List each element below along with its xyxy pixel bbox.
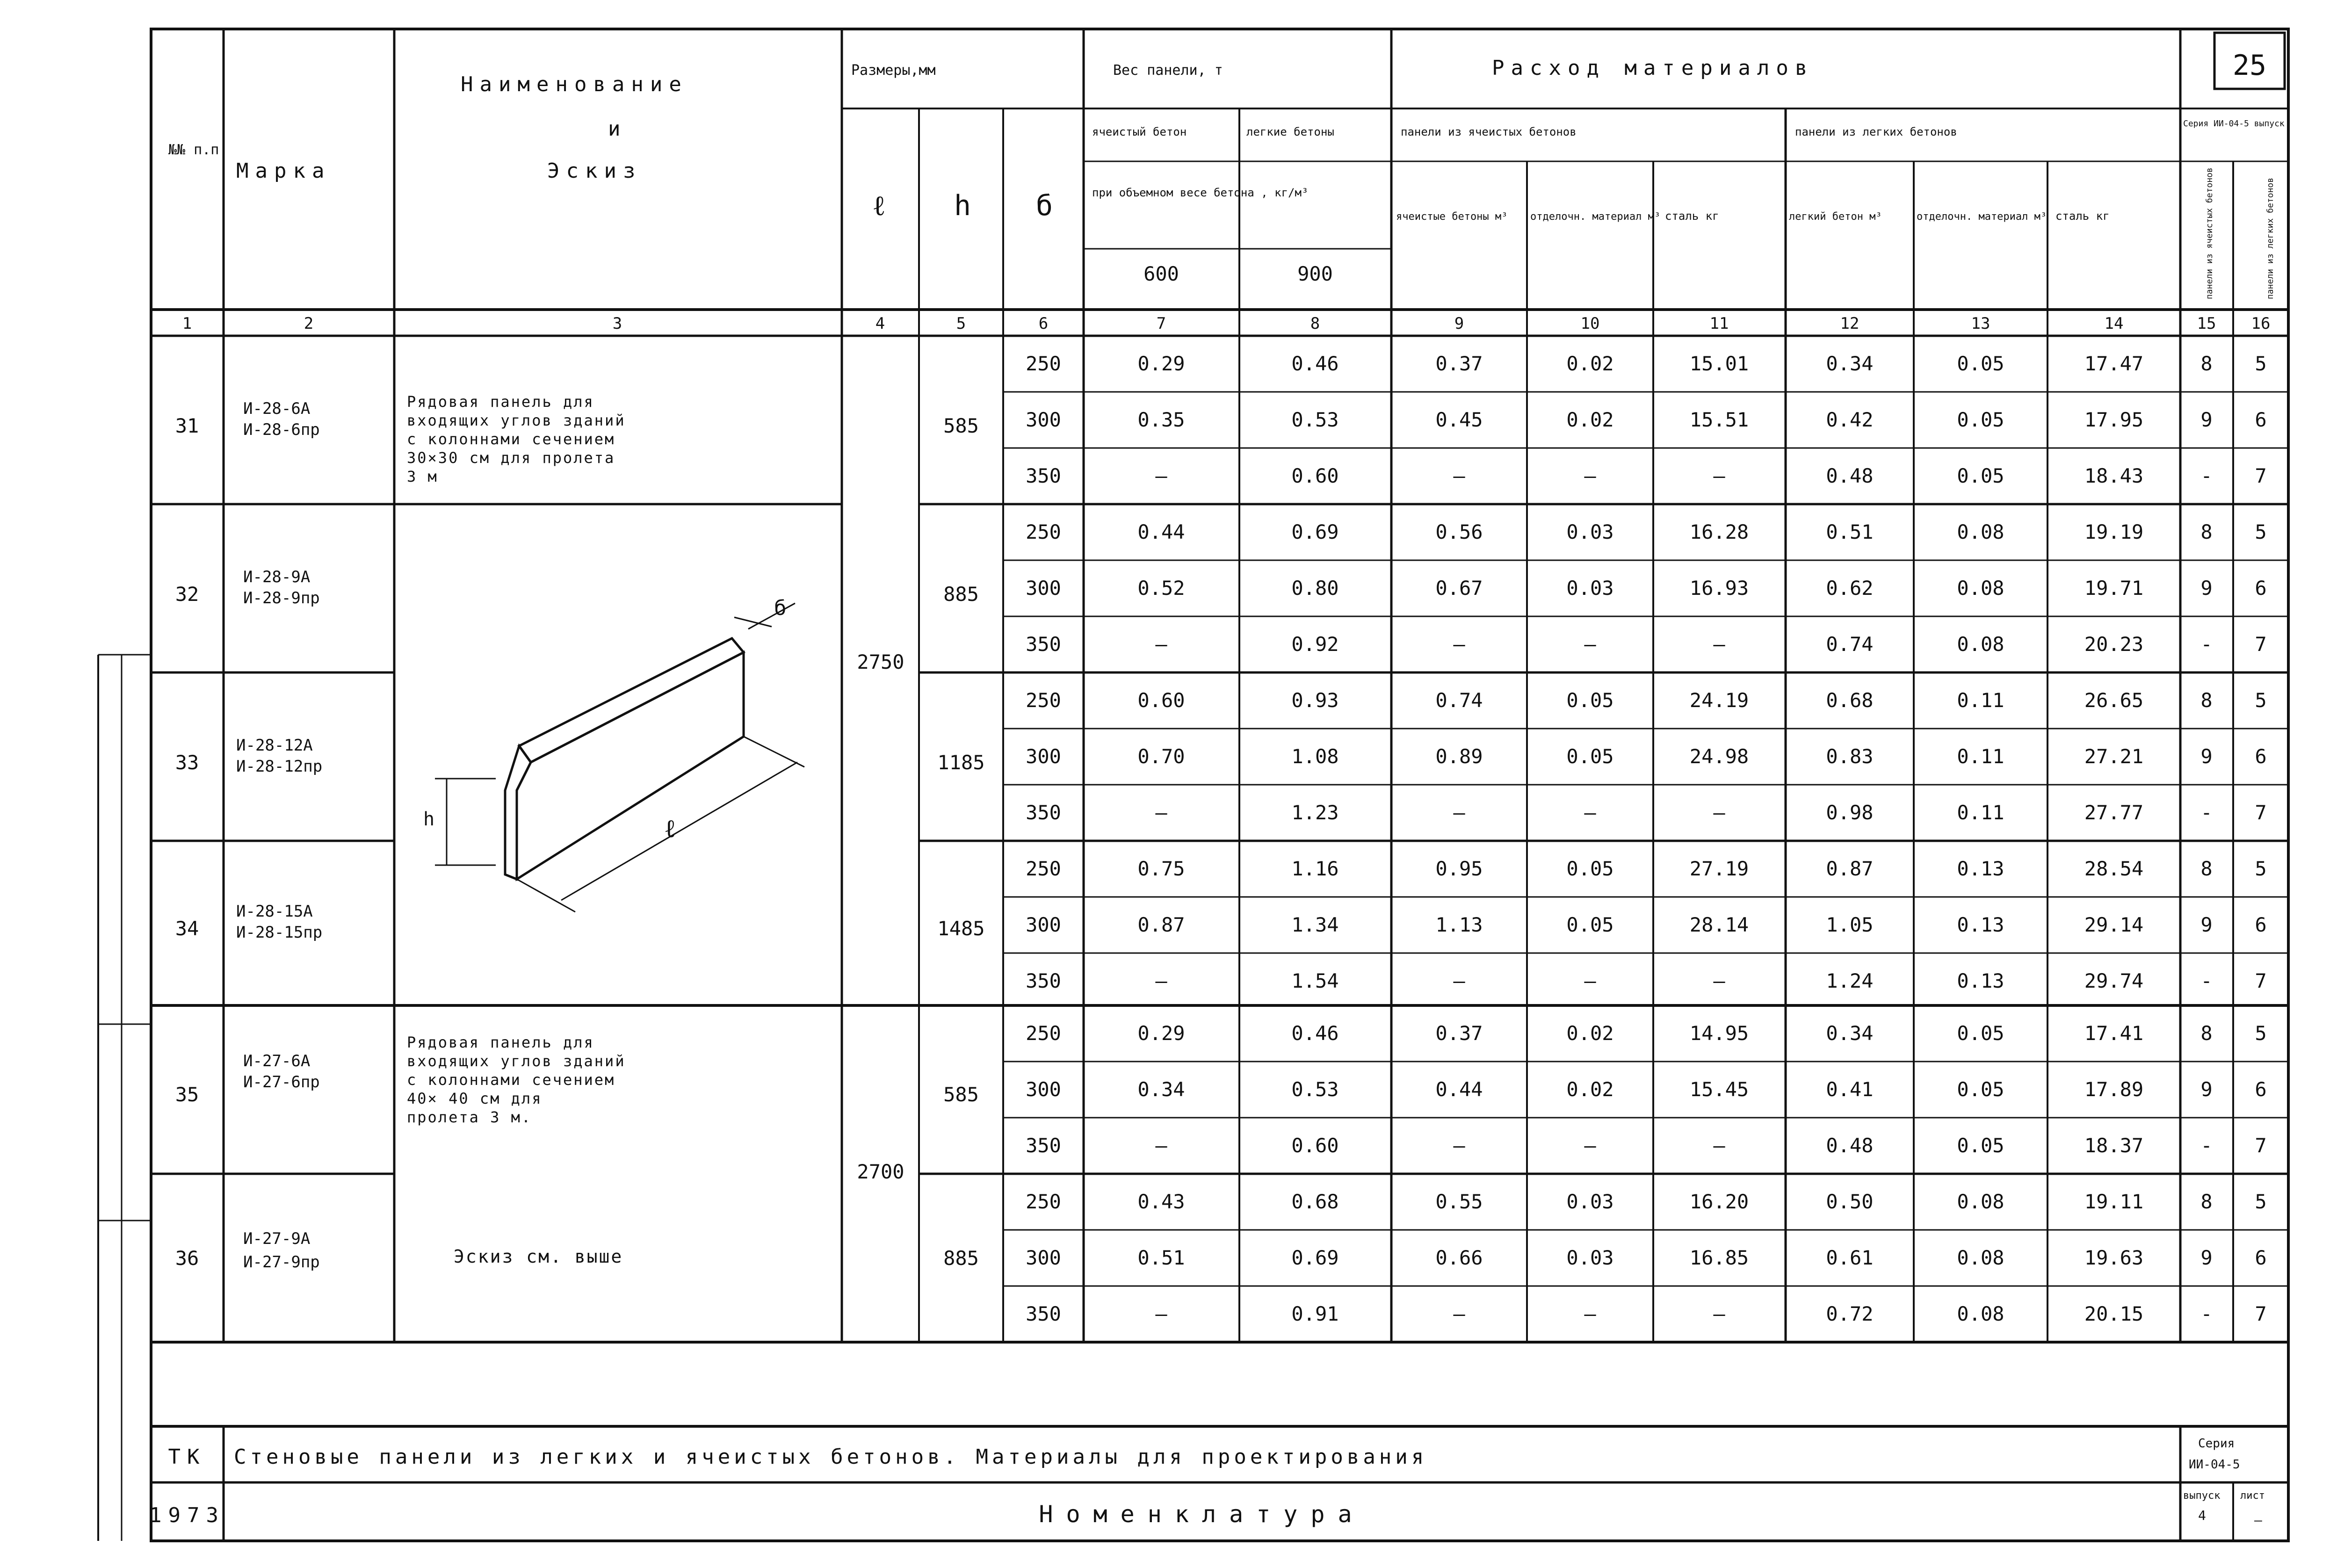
cell-c9: — bbox=[1453, 969, 1465, 992]
column-number: 4 bbox=[875, 314, 885, 333]
cell-c11: 27.19 bbox=[1689, 857, 1749, 880]
column-number: 11 bbox=[1709, 314, 1729, 333]
cell-c14: 19.19 bbox=[2084, 520, 2144, 543]
desc-1-line-5: 3 м bbox=[407, 468, 438, 485]
header-mat-c13: отделочн. материал м³ bbox=[1917, 211, 2047, 223]
footer-subtitle: Номенклатура bbox=[1039, 1501, 1365, 1528]
column-number: 8 bbox=[1310, 314, 1320, 333]
cell-c15: 9 bbox=[2200, 408, 2213, 431]
header-col-mark: Марка bbox=[236, 159, 331, 183]
cell-c14: 17.95 bbox=[2084, 408, 2144, 431]
group-mark-31-b: И-28-6пр bbox=[243, 420, 320, 439]
group-mark-35-b: И-27-6пр bbox=[243, 1073, 320, 1091]
cell-c14: 18.43 bbox=[2084, 464, 2144, 487]
cell-c8: 0.53 bbox=[1291, 1078, 1339, 1101]
column-number: 3 bbox=[612, 314, 622, 333]
header-col-weight: Вес панели, т bbox=[1113, 62, 1223, 79]
cell-c14: 17.47 bbox=[2084, 352, 2144, 375]
cell-c12: 0.61 bbox=[1826, 1246, 1874, 1269]
cell-c11: 16.93 bbox=[1689, 577, 1749, 600]
cell-b: 300 bbox=[1026, 1246, 1061, 1269]
header-dim-b: б bbox=[1036, 189, 1053, 222]
header-col-no: №№ п.п. bbox=[168, 142, 228, 158]
cell-c13: 0.13 bbox=[1957, 857, 2004, 880]
cell-c9: — bbox=[1453, 464, 1465, 487]
sketch-label-l: ℓ bbox=[664, 814, 676, 843]
panel-sketch bbox=[435, 603, 804, 912]
desc-2-line-2: входящих углов зданий bbox=[407, 1052, 626, 1070]
cell-c7: 0.44 bbox=[1137, 520, 1185, 543]
cell-c9: — bbox=[1453, 633, 1465, 656]
cell-c7: 0.51 bbox=[1137, 1246, 1185, 1269]
cell-c11: 16.28 bbox=[1689, 520, 1749, 543]
column-number: 12 bbox=[1840, 314, 1859, 333]
column-number: 13 bbox=[1971, 314, 1990, 333]
cell-c15: 9 bbox=[2200, 577, 2213, 600]
cell-c14: 28.54 bbox=[2084, 857, 2144, 880]
column-number: 9 bbox=[1454, 314, 1464, 333]
cell-c8: 0.93 bbox=[1291, 689, 1339, 712]
cell-b: 300 bbox=[1026, 577, 1061, 600]
cell-c7: 0.29 bbox=[1137, 1022, 1185, 1045]
header-mat-c11: сталь кг bbox=[1665, 210, 1719, 223]
cell-c9: 0.37 bbox=[1435, 1022, 1483, 1045]
sketch-label-b: б bbox=[774, 596, 787, 620]
cell-b: 250 bbox=[1026, 520, 1061, 543]
group-mark-34-b: И-28-15пр bbox=[236, 923, 323, 942]
cell-c13: 0.11 bbox=[1957, 745, 2004, 768]
header-c16-label: панели из легких бетонов bbox=[2265, 177, 2275, 299]
cell-c13: 0.08 bbox=[1957, 520, 2004, 543]
cell-c10: 0.05 bbox=[1566, 913, 1614, 936]
cell-c16: 5 bbox=[2255, 352, 2267, 375]
cell-b: 350 bbox=[1026, 1302, 1061, 1325]
cell-c10: 0.02 bbox=[1566, 408, 1614, 431]
cell-c16: 7 bbox=[2255, 633, 2267, 656]
group-mark-32-a: И-28-9А bbox=[243, 568, 311, 586]
group-no-33: 33 bbox=[175, 751, 199, 774]
group-mark-33-b: И-28-12пр bbox=[236, 757, 323, 776]
column-number: 6 bbox=[1038, 314, 1049, 333]
footer-code: ТК bbox=[168, 1445, 206, 1469]
cell-c8: 1.16 bbox=[1291, 857, 1339, 880]
cell-c7: — bbox=[1155, 1134, 1167, 1157]
header-c15-label: панели из ячеистых бетонов bbox=[2205, 167, 2214, 299]
group-mark-36-a: И-27-9А bbox=[243, 1229, 311, 1248]
group-h-34: 1485 bbox=[937, 917, 985, 940]
cell-c13: 0.13 bbox=[1957, 969, 2004, 992]
cell-b: 300 bbox=[1026, 408, 1061, 431]
group-mark-36-b: И-27-9пр bbox=[243, 1253, 320, 1272]
cell-c11: 16.20 bbox=[1689, 1190, 1749, 1213]
cell-c15: 8 bbox=[2200, 689, 2213, 712]
cell-c9: 0.74 bbox=[1435, 689, 1483, 712]
cell-c13: 0.05 bbox=[1957, 1078, 2004, 1101]
cell-c15: 8 bbox=[2200, 1022, 2213, 1045]
cell-c7: — bbox=[1155, 1302, 1167, 1325]
group-no-35: 35 bbox=[175, 1083, 199, 1106]
cell-c16: 6 bbox=[2255, 408, 2267, 431]
group-h-35: 585 bbox=[943, 1083, 979, 1106]
cell-b: 300 bbox=[1026, 913, 1061, 936]
cell-c9: 0.44 bbox=[1435, 1078, 1483, 1101]
cell-c10: 0.03 bbox=[1566, 520, 1614, 543]
cell-c13: 0.05 bbox=[1957, 352, 2004, 375]
group-no-31: 31 bbox=[175, 414, 199, 437]
cell-c9: 0.66 bbox=[1435, 1246, 1483, 1269]
desc-2-line-5: пролета 3 м. bbox=[407, 1108, 532, 1126]
group-mark-35-a: И-27-6А bbox=[243, 1052, 311, 1070]
desc-1-line-3: с колоннами сечением bbox=[407, 430, 615, 448]
desc-1-line-4: 30×30 см для пролета bbox=[407, 449, 615, 467]
cell-c15: 9 bbox=[2200, 1246, 2213, 1269]
sketch-label-h: h bbox=[423, 809, 435, 830]
header-weight-cell: ячеистый бетон bbox=[1092, 125, 1187, 138]
desc-2-line-4: 40× 40 см для bbox=[407, 1090, 543, 1107]
footer-title: Стеновые панели из легких и ячеистых бетонов. Материалы для проектирования bbox=[234, 1445, 1428, 1469]
cell-c10: 0.03 bbox=[1566, 577, 1614, 600]
header-mat-c9: ячеистые бетоны м³ bbox=[1396, 211, 1508, 223]
header-density-2: 900 bbox=[1297, 262, 1333, 285]
cell-c14: 29.74 bbox=[2084, 969, 2144, 992]
cell-c12: 1.24 bbox=[1826, 969, 1874, 992]
cell-c11: — bbox=[1713, 1134, 1725, 1157]
header-mat-c12: легкий бетон м³ bbox=[1789, 211, 1882, 223]
cell-c8: 0.53 bbox=[1291, 408, 1339, 431]
cell-c8: 1.08 bbox=[1291, 745, 1339, 768]
cell-c10: 0.05 bbox=[1566, 689, 1614, 712]
cell-c8: 0.60 bbox=[1291, 1134, 1339, 1157]
header-mat-light-group: панели из легких бетонов bbox=[1795, 125, 1957, 138]
cell-c11: 15.51 bbox=[1689, 408, 1749, 431]
cell-c12: 0.50 bbox=[1826, 1190, 1874, 1213]
column-number: 1 bbox=[182, 314, 192, 333]
cell-c12: 0.87 bbox=[1826, 857, 1874, 880]
cell-c12: 0.98 bbox=[1826, 801, 1874, 824]
header-density-1: 600 bbox=[1143, 262, 1179, 285]
cell-b: 250 bbox=[1026, 689, 1061, 712]
cell-c15: - bbox=[2200, 464, 2213, 487]
cell-c8: 0.60 bbox=[1291, 464, 1339, 487]
cell-c10: 0.02 bbox=[1566, 1022, 1614, 1045]
desc-1-line-1: Рядовая панель для bbox=[407, 393, 594, 411]
cell-c9: 0.95 bbox=[1435, 857, 1483, 880]
column-number: 7 bbox=[1156, 314, 1166, 333]
cell-c10: 0.05 bbox=[1566, 857, 1614, 880]
cell-c16: 7 bbox=[2255, 1302, 2267, 1325]
group-h-32: 885 bbox=[943, 583, 979, 606]
footer-issue-label: выпуск bbox=[2183, 1490, 2221, 1502]
cell-c8: 0.69 bbox=[1291, 1246, 1339, 1269]
cell-c8: 0.46 bbox=[1291, 1022, 1339, 1045]
cell-c11: 28.14 bbox=[1689, 913, 1749, 936]
cell-c15: 8 bbox=[2200, 352, 2213, 375]
cell-c14: 26.65 bbox=[2084, 689, 2144, 712]
cell-c13: 0.08 bbox=[1957, 577, 2004, 600]
cell-c12: 0.74 bbox=[1826, 633, 1874, 656]
group-h-36: 885 bbox=[943, 1247, 979, 1270]
cell-c15: - bbox=[2200, 633, 2213, 656]
footer-series-label: Серия bbox=[2198, 1437, 2235, 1451]
cell-c14: 18.37 bbox=[2084, 1134, 2144, 1157]
cell-c16: 6 bbox=[2255, 913, 2267, 936]
cell-c13: 0.08 bbox=[1957, 633, 2004, 656]
desc-1-line-2: входящих углов зданий bbox=[407, 412, 626, 429]
cell-c16: 5 bbox=[2255, 520, 2267, 543]
cell-b: 350 bbox=[1026, 1134, 1061, 1157]
cell-c14: 27.21 bbox=[2084, 745, 2144, 768]
cell-c9: — bbox=[1453, 1134, 1465, 1157]
header-weight-light: легкие бетоны bbox=[1246, 125, 1334, 138]
footer-series-value: ИИ-04-5 bbox=[2189, 1458, 2240, 1472]
column-number: 16 bbox=[2251, 314, 2271, 333]
cell-c7: — bbox=[1155, 969, 1167, 992]
cell-c12: 0.42 bbox=[1826, 408, 1874, 431]
cell-c14: 29.14 bbox=[2084, 913, 2144, 936]
cell-b: 250 bbox=[1026, 857, 1061, 880]
cell-c13: 0.08 bbox=[1957, 1190, 2004, 1213]
cell-c14: 20.15 bbox=[2084, 1302, 2144, 1325]
cell-c15: 9 bbox=[2200, 1078, 2213, 1101]
cell-c12: 0.62 bbox=[1826, 577, 1874, 600]
group-mark-33-a: И-28-12А bbox=[236, 736, 313, 755]
footer-year: 1973 bbox=[149, 1503, 225, 1527]
group-no-36: 36 bbox=[175, 1247, 199, 1270]
cell-c9: 0.45 bbox=[1435, 408, 1483, 431]
cell-b: 250 bbox=[1026, 1022, 1061, 1045]
cell-c8: 0.91 bbox=[1291, 1302, 1339, 1325]
cell-c15: 8 bbox=[2200, 520, 2213, 543]
header-mat-c10: отделочн. материал м³ bbox=[1530, 211, 1661, 223]
cell-c9: 1.13 bbox=[1435, 913, 1483, 936]
cell-c16: 7 bbox=[2255, 464, 2267, 487]
cell-c16: 5 bbox=[2255, 1190, 2267, 1213]
cell-c11: 14.95 bbox=[1689, 1022, 1749, 1045]
cell-c9: 0.89 bbox=[1435, 745, 1483, 768]
cell-b: 250 bbox=[1026, 352, 1061, 375]
group-h-33: 1185 bbox=[937, 751, 985, 774]
column-number: 5 bbox=[956, 314, 966, 333]
cell-c7: 0.70 bbox=[1137, 745, 1185, 768]
header-mat-cell-group: панели из ячеистых бетонов bbox=[1401, 125, 1577, 138]
cell-c15: 8 bbox=[2200, 857, 2213, 880]
cell-c8: 0.46 bbox=[1291, 352, 1339, 375]
cell-c8: 1.34 bbox=[1291, 913, 1339, 936]
header-series-small: Серия ИИ-04-5 выпуск bbox=[2183, 119, 2285, 129]
cell-c7: 0.60 bbox=[1137, 689, 1185, 712]
cell-c7: — bbox=[1155, 464, 1167, 487]
cell-c16: 5 bbox=[2255, 689, 2267, 712]
cell-c11: — bbox=[1713, 801, 1725, 824]
cell-c9: 0.37 bbox=[1435, 352, 1483, 375]
desc-2-sketch-ref: Эскиз см. выше bbox=[454, 1246, 623, 1267]
header-mat-c14: сталь кг bbox=[2055, 210, 2110, 223]
column-number: 10 bbox=[1580, 314, 1600, 333]
footer-sheet-value: — bbox=[2254, 1512, 2262, 1528]
cell-c16: 5 bbox=[2255, 857, 2267, 880]
cell-c13: 0.05 bbox=[1957, 408, 2004, 431]
cell-c10: 0.02 bbox=[1566, 352, 1614, 375]
cell-c7: 0.29 bbox=[1137, 352, 1185, 375]
cell-c15: 9 bbox=[2200, 913, 2213, 936]
cell-c11: 24.19 bbox=[1689, 689, 1749, 712]
cell-c10: 0.02 bbox=[1566, 1078, 1614, 1101]
group-mark-31-a: И-28-6А bbox=[243, 399, 311, 418]
cell-c10: — bbox=[1584, 801, 1596, 824]
cell-c12: 0.41 bbox=[1826, 1078, 1874, 1101]
cell-c16: 6 bbox=[2255, 1246, 2267, 1269]
footer-sheet-label: лист bbox=[2240, 1490, 2265, 1502]
cell-c10: 0.05 bbox=[1566, 745, 1614, 768]
cell-c12: 0.48 bbox=[1826, 464, 1874, 487]
cell-b: 350 bbox=[1026, 464, 1061, 487]
cell-c12: 0.48 bbox=[1826, 1134, 1874, 1157]
cell-c12: 1.05 bbox=[1826, 913, 1874, 936]
cell-c13: 0.08 bbox=[1957, 1246, 2004, 1269]
cell-c16: 7 bbox=[2255, 969, 2267, 992]
cell-c10: — bbox=[1584, 1134, 1596, 1157]
header-dim-h: h bbox=[954, 189, 971, 222]
cell-c7: 0.34 bbox=[1137, 1078, 1185, 1101]
cell-c13: 0.05 bbox=[1957, 1022, 2004, 1045]
page-number: 25 bbox=[2232, 49, 2267, 82]
cell-c7: 0.35 bbox=[1137, 408, 1185, 431]
cell-b: 350 bbox=[1026, 969, 1061, 992]
desc-2-line-3: с колоннами сечением bbox=[407, 1071, 615, 1089]
cell-c10: — bbox=[1584, 1302, 1596, 1325]
cell-c16: 7 bbox=[2255, 1134, 2267, 1157]
cell-c13: 0.13 bbox=[1957, 913, 2004, 936]
cell-c13: 0.11 bbox=[1957, 689, 2004, 712]
cell-c11: — bbox=[1713, 633, 1725, 656]
cell-c10: — bbox=[1584, 464, 1596, 487]
cell-c10: — bbox=[1584, 633, 1596, 656]
cell-c8: 0.80 bbox=[1291, 577, 1339, 600]
cell-c8: 1.54 bbox=[1291, 969, 1339, 992]
cell-c15: - bbox=[2200, 1134, 2213, 1157]
cell-b: 300 bbox=[1026, 745, 1061, 768]
cell-b: 350 bbox=[1026, 633, 1061, 656]
cell-c8: 0.68 bbox=[1291, 1190, 1339, 1213]
cell-b: 250 bbox=[1026, 1190, 1061, 1213]
header-col-name-2: и bbox=[608, 117, 627, 141]
group-mark-32-b: И-28-9пр bbox=[243, 589, 320, 607]
column-number: 15 bbox=[2197, 314, 2216, 333]
cell-c11: — bbox=[1713, 1302, 1725, 1325]
cell-c14: 17.89 bbox=[2084, 1078, 2144, 1101]
group-no-34: 34 bbox=[175, 917, 199, 940]
cell-c11: 16.85 bbox=[1689, 1246, 1749, 1269]
cell-c12: 0.72 bbox=[1826, 1302, 1874, 1325]
cell-c16: 6 bbox=[2255, 745, 2267, 768]
length-2700: 2700 bbox=[857, 1160, 904, 1183]
group-no-32: 32 bbox=[175, 583, 199, 606]
cell-c9: 0.67 bbox=[1435, 577, 1483, 600]
cell-c7: — bbox=[1155, 801, 1167, 824]
cell-c14: 20.23 bbox=[2084, 633, 2144, 656]
cell-c7: 0.43 bbox=[1137, 1190, 1185, 1213]
cell-c7: 0.75 bbox=[1137, 857, 1185, 880]
cell-c12: 0.83 bbox=[1826, 745, 1874, 768]
cell-c11: 15.01 bbox=[1689, 352, 1749, 375]
cell-c13: 0.08 bbox=[1957, 1302, 2004, 1325]
cell-c12: 0.34 bbox=[1826, 352, 1874, 375]
cell-c14: 19.11 bbox=[2084, 1190, 2144, 1213]
header-col-dims: Размеры,мм bbox=[851, 62, 936, 79]
cell-c16: 6 bbox=[2255, 577, 2267, 600]
cell-c13: 0.11 bbox=[1957, 801, 2004, 824]
cell-c13: 0.05 bbox=[1957, 1134, 2004, 1157]
cell-c11: — bbox=[1713, 969, 1725, 992]
cell-c15: - bbox=[2200, 801, 2213, 824]
cell-c9: — bbox=[1453, 1302, 1465, 1325]
cell-c12: 0.51 bbox=[1826, 520, 1874, 543]
header-weight-at: при объемном весе бетона , кг/м³ bbox=[1092, 186, 1309, 199]
cell-c16: 7 bbox=[2255, 801, 2267, 824]
cell-c10: — bbox=[1584, 969, 1596, 992]
cell-c14: 17.41 bbox=[2084, 1022, 2144, 1045]
cell-c15: 8 bbox=[2200, 1190, 2213, 1213]
cell-c12: 0.68 bbox=[1826, 689, 1874, 712]
cell-c7: — bbox=[1155, 633, 1167, 656]
cell-b: 350 bbox=[1026, 801, 1061, 824]
cell-c8: 0.92 bbox=[1291, 633, 1339, 656]
cell-c15: - bbox=[2200, 1302, 2213, 1325]
header-dim-l: ℓ bbox=[872, 189, 886, 222]
cell-c9: 0.55 bbox=[1435, 1190, 1483, 1213]
cell-c16: 6 bbox=[2255, 1078, 2267, 1101]
cell-c14: 19.63 bbox=[2084, 1246, 2144, 1269]
cell-c16: 5 bbox=[2255, 1022, 2267, 1045]
cell-c8: 0.69 bbox=[1291, 520, 1339, 543]
cell-c7: 0.87 bbox=[1137, 913, 1185, 936]
group-mark-34-a: И-28-15А bbox=[236, 902, 313, 921]
cell-c14: 19.71 bbox=[2084, 577, 2144, 600]
group-h-31: 585 bbox=[943, 414, 979, 437]
column-number: 14 bbox=[2104, 314, 2124, 333]
column-number: 2 bbox=[304, 314, 314, 333]
length-2750: 2750 bbox=[857, 650, 904, 673]
cell-b: 300 bbox=[1026, 1078, 1061, 1101]
cell-c11: 15.45 bbox=[1689, 1078, 1749, 1101]
cell-c9: — bbox=[1453, 801, 1465, 824]
cell-c9: 0.56 bbox=[1435, 520, 1483, 543]
cell-c15: 9 bbox=[2200, 745, 2213, 768]
cell-c8: 1.23 bbox=[1291, 801, 1339, 824]
footer-issue-value: 4 bbox=[2198, 1508, 2206, 1523]
cell-c12: 0.34 bbox=[1826, 1022, 1874, 1045]
cell-c11: 24.98 bbox=[1689, 745, 1749, 768]
cell-c10: 0.03 bbox=[1566, 1190, 1614, 1213]
header-col-name-3: Эскиз bbox=[547, 159, 642, 183]
cell-c10: 0.03 bbox=[1566, 1246, 1614, 1269]
cell-c13: 0.05 bbox=[1957, 464, 2004, 487]
cell-c11: — bbox=[1713, 464, 1725, 487]
cell-c15: - bbox=[2200, 969, 2213, 992]
header-col-name-1: Наименование bbox=[461, 72, 688, 96]
desc-2-line-1: Рядовая панель для bbox=[407, 1033, 594, 1051]
cell-c7: 0.52 bbox=[1137, 577, 1185, 600]
cell-c14: 27.77 bbox=[2084, 801, 2144, 824]
header-col-materials: Расход материалов bbox=[1492, 56, 1814, 80]
